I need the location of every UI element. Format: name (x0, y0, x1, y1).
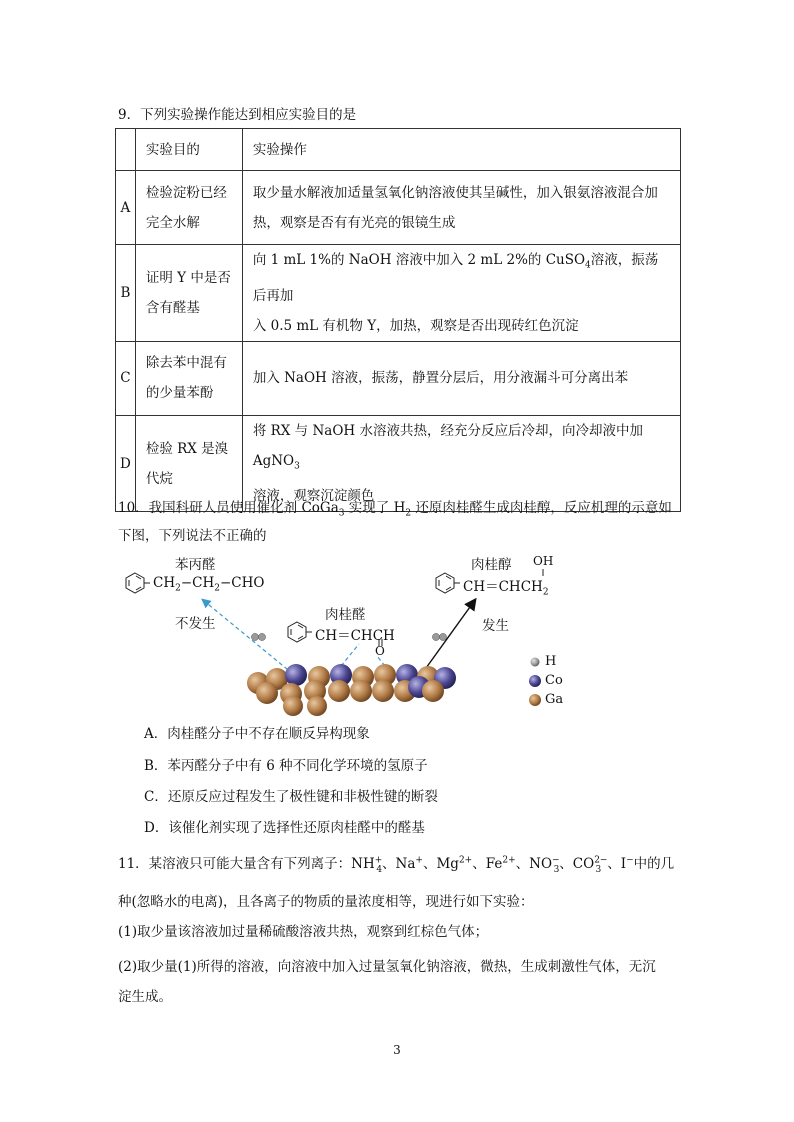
h2-molecule-icon (432, 633, 446, 640)
dashed-line-adsorb-1 (341, 644, 359, 666)
middle-compound-oxygen: O (375, 644, 385, 658)
q10-option-d: D．该催化剂实现了选择性还原肉桂醛中的醛基 (144, 820, 425, 836)
q10-option-c: C．还原反应过程发生了极性键和非极性键的断裂 (144, 789, 438, 805)
table-header-op: 实验操作 (242, 129, 680, 171)
table-row (116, 171, 681, 245)
row-op: 向 1 mL 1%的 NaOH 溶液中加入 2 mL 2%的 CuSO$_4$溶液，振荡后再加 入 0.5 mL 有机物 Y，加热，观察是否出现砖红色沉淀 (242, 245, 680, 342)
legend-ga-label: Ga (545, 692, 564, 707)
legend-h-icon (531, 658, 540, 667)
row-label: A (116, 171, 136, 245)
table-row (116, 245, 681, 342)
right-compound-name: 肉桂醇 (471, 557, 512, 573)
page-number: 3 (393, 1043, 401, 1057)
dashed-arrow-not-happen (203, 600, 293, 674)
question-11-line5: 淀生成。 (118, 989, 172, 1005)
right-compound-formula: $CH=CHCH_2$ (463, 579, 549, 598)
question-11-line3: (1)取少量该溶液加过量稀硫酸溶液共热，观察到红棕色气体； (118, 924, 489, 940)
question-10-line1: 10．我国科研人员使用催化剂 CoGa$_3$ 实现了 $H_2$ 还原肉桂醛生成肉桂醇，反应机理的示意如 (118, 500, 672, 519)
legend-co-icon (529, 675, 541, 687)
row-op: 将 RX 与 NaOH 水溶液共热，经充分反应后冷却，向冷却液中加 AgNO$_3$ 溶液，观察沉淀颜色 (242, 415, 680, 512)
row-op: 加入 NaOH 溶液，振荡，静置分层后，用分液漏斗可分离出苯 (242, 341, 680, 415)
legend-h-label: H (545, 654, 557, 669)
h2-molecule-icon (251, 633, 265, 640)
legend-ga-icon (529, 694, 541, 706)
reaction-mechanism-figure (115, 548, 595, 718)
row-goal: 检验淀粉已经 完全水解 (135, 171, 242, 245)
row-label: B (116, 245, 136, 342)
row-goal: 检验 RX 是溴 代烷 (135, 415, 242, 512)
question-11-line4: (2)取少量(1)所得的溶液，向溶液中加入过量氢氧化钠溶液，微热，生成刺激性气体，无沉 (118, 959, 656, 975)
question-11-line2: 种(忽略水的电离)，且各离子的物质的量浓度相等，现进行如下实验： (118, 894, 534, 910)
left-compound-name: 苯丙醛 (175, 557, 216, 573)
happen-label: 发生 (482, 618, 509, 634)
table-header-goal: 实验目的 (135, 129, 242, 171)
experiment-table (115, 128, 681, 512)
row-op: 取少量水解液加适量氢氧化钠溶液使其呈碱性，加入银氨溶液混合加 热，观察是否有有光亮的银镜生成 (242, 171, 680, 245)
question-9-title: 9．下列实验操作能达到相应实验目的是 (118, 107, 357, 123)
row-label: D (116, 415, 136, 512)
table-header-blank (116, 129, 136, 171)
row-label: C (116, 341, 136, 415)
middle-compound-name: 肉桂醛 (325, 607, 366, 623)
legend-co-label: Co (545, 673, 563, 688)
left-compound-formula: $CH_2-CH_2-CHO$ (153, 575, 265, 594)
benzene-ring-left-icon (126, 573, 150, 593)
row-goal: 证明 Y 中是否 含有醛基 (135, 245, 242, 342)
row-goal: 除去苯中混有 的少量苯酚 (135, 341, 242, 415)
question-11-line1: 11．某溶液只可能大量含有下列离子：$NH^+_4$、Na+、$Mg^{2+}$、$Fe^{2+}$、$NO^-_3$、$CO^{2-}_3$ 、I−中的几 (118, 855, 675, 875)
not-happen-label: 不发生 (175, 616, 216, 632)
table-row (116, 341, 681, 415)
catalyst-surface (247, 664, 456, 716)
benzene-ring-right-icon (436, 573, 460, 593)
benzene-ring-middle-icon (288, 622, 312, 642)
solid-arrow-happen (421, 600, 475, 675)
question-10-line2: 下图，下列说法不正确的 (118, 528, 267, 544)
middle-compound-formula: CH＝CHCH (315, 628, 395, 644)
q10-option-b: B．苯丙醛分子中有 6 种不同化学环境的氢原子 (144, 758, 428, 774)
table-header-row (116, 129, 681, 171)
q10-option-a: A．肉桂醛分子中不存在顺反异构现象 (144, 726, 370, 742)
right-compound-oh: OH (533, 554, 554, 568)
